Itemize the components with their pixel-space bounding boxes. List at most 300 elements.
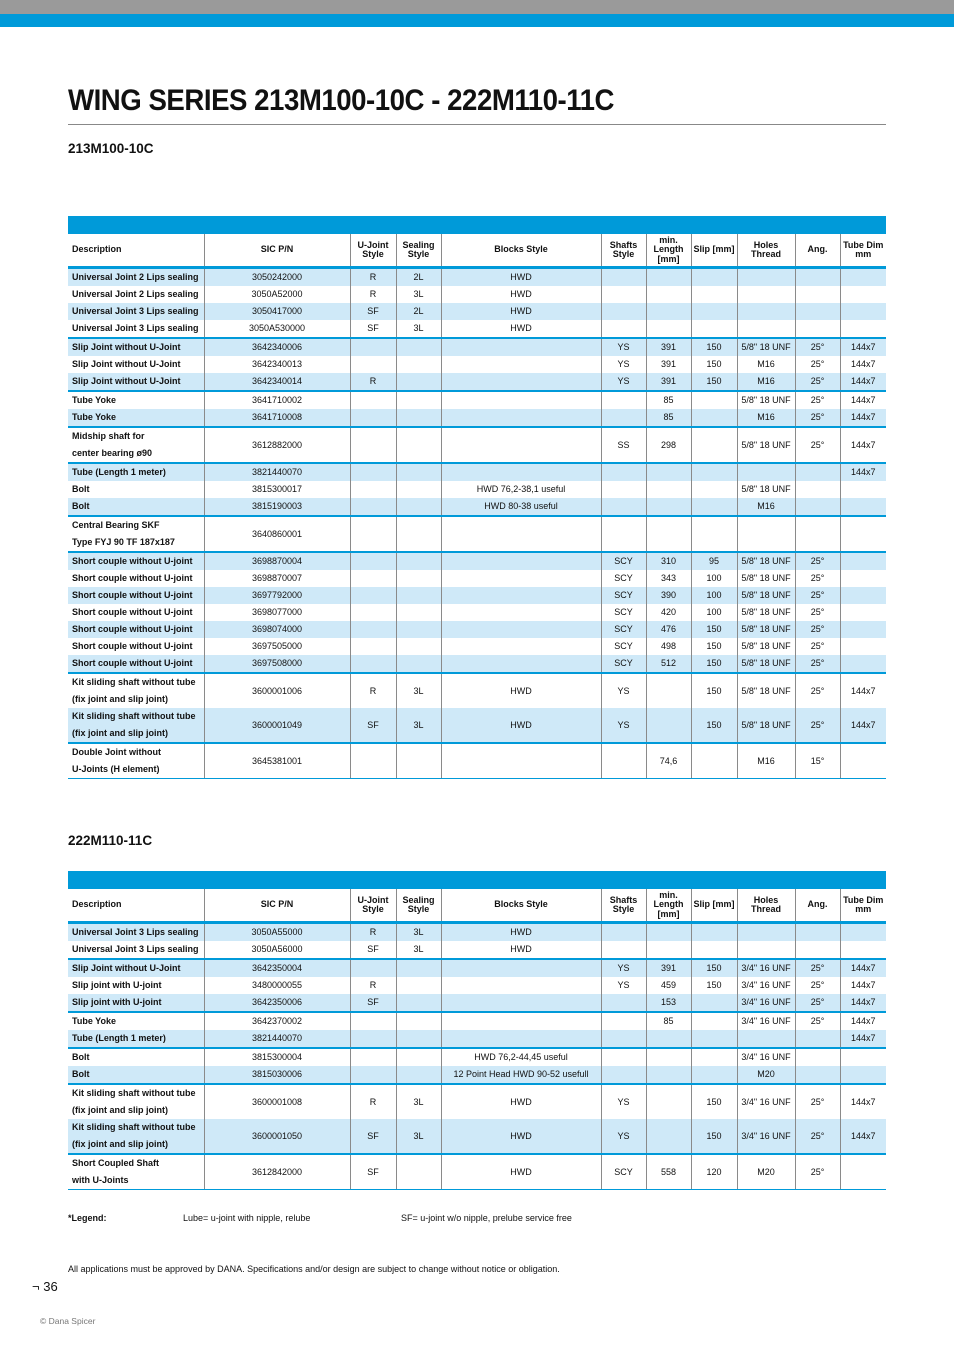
- table-cell: [691, 286, 737, 303]
- description-line: with U-Joints: [72, 1175, 129, 1185]
- row-description: [68, 481, 204, 498]
- column-header: U-Joint Style: [350, 234, 396, 268]
- table-cell: [737, 516, 795, 552]
- table-cell: [396, 373, 441, 391]
- table-cell: 3L: [396, 286, 441, 303]
- table-cell: [350, 1012, 396, 1030]
- table-cell: 150: [691, 1084, 737, 1119]
- table-cell: 144x7: [840, 427, 886, 463]
- row-description: [68, 743, 204, 779]
- table-cell: [691, 481, 737, 498]
- table-cell: 25°: [795, 673, 840, 708]
- table-row: [68, 391, 886, 409]
- table-cell: [646, 286, 691, 303]
- row-description: [68, 1119, 204, 1154]
- table-cell: [350, 498, 396, 516]
- table-cell: 25°: [795, 1012, 840, 1030]
- table-cell: 390: [646, 587, 691, 604]
- table-cell: [840, 941, 886, 959]
- table-cell: 25°: [795, 621, 840, 638]
- table-cell: YS: [601, 977, 646, 994]
- table-cell: [840, 303, 886, 320]
- row-description: [68, 552, 204, 570]
- column-header: Holes Thread: [737, 234, 795, 268]
- table-cell: 144x7: [840, 1012, 886, 1030]
- table-row: [68, 959, 886, 977]
- table-cell: [691, 941, 737, 959]
- table-cell: 25°: [795, 356, 840, 373]
- table-cell: M20: [737, 1154, 795, 1190]
- table-cell: [350, 427, 396, 463]
- table-cell: [795, 941, 840, 959]
- table-cell: 85: [646, 409, 691, 427]
- table-cell: [441, 570, 601, 587]
- table-cell: [646, 923, 691, 942]
- description-line: Kit sliding shaft without tube: [72, 711, 196, 721]
- table-cell: 3815030006: [204, 1066, 350, 1084]
- table-cell: 3600001049: [204, 708, 350, 743]
- table-cell: 144x7: [840, 463, 886, 481]
- table-cell: 3642350006: [204, 994, 350, 1012]
- column-header: min. Length [mm]: [646, 889, 691, 923]
- table-cell: 5/8" 18 UNF: [737, 655, 795, 673]
- table-cell: [691, 303, 737, 320]
- column-header: U-Joint Style: [350, 889, 396, 923]
- table-cell: 5/8" 18 UNF: [737, 481, 795, 498]
- row-description: [68, 587, 204, 604]
- table-cell: [795, 463, 840, 481]
- table-cell: [691, 994, 737, 1012]
- table-cell: SF: [350, 708, 396, 743]
- table-cell: [691, 320, 737, 338]
- table-cell: [795, 1066, 840, 1084]
- table-row: [68, 1066, 886, 1084]
- table-cell: 85: [646, 391, 691, 409]
- table-cell: [795, 1030, 840, 1048]
- table-cell: [691, 409, 737, 427]
- legend-r-text: Lube= u-joint with nipple, relube: [183, 1213, 311, 1223]
- table-cell: 3815190003: [204, 498, 350, 516]
- table-cell: 3697508000: [204, 655, 350, 673]
- table-row: [68, 1048, 886, 1066]
- table-cell: 100: [691, 570, 737, 587]
- table-cell: 25°: [795, 977, 840, 994]
- table-cell: [441, 516, 601, 552]
- table-cell: [601, 286, 646, 303]
- table-cell: YS: [601, 708, 646, 743]
- table-row: [68, 320, 886, 338]
- table-cell: [601, 1030, 646, 1048]
- table-cell: 391: [646, 338, 691, 356]
- description-line: Universal Joint 3 Lips sealing: [72, 944, 199, 954]
- table-cell: 3698077000: [204, 604, 350, 621]
- table-cell: [441, 338, 601, 356]
- description-line: U-Joints (H element): [72, 764, 160, 774]
- table-cell: 5/8" 18 UNF: [737, 570, 795, 587]
- table-cell: [691, 1012, 737, 1030]
- table-cell: [840, 268, 886, 287]
- column-header: min. Length [mm]: [646, 234, 691, 268]
- table-cell: [396, 638, 441, 655]
- table-cell: 2L: [396, 268, 441, 287]
- row-description: [68, 516, 204, 552]
- table-cell: [601, 743, 646, 779]
- table-cell: 3697792000: [204, 587, 350, 604]
- table-213m100-10c: [68, 216, 886, 779]
- top-band-grey: [0, 0, 954, 14]
- table-cell: [396, 604, 441, 621]
- table-row: [68, 1154, 886, 1190]
- description-line: Slip Joint without U-Joint: [72, 963, 181, 973]
- table-cell: 3/4" 16 UNF: [737, 994, 795, 1012]
- description-line: Slip Joint without U-Joint: [72, 376, 181, 386]
- table-cell: 25°: [795, 338, 840, 356]
- table-cell: 144x7: [840, 708, 886, 743]
- page-title: WING SERIES 213M100-10C - 222M110-11C: [68, 84, 614, 117]
- table-cell: [441, 959, 601, 977]
- table-cell: [396, 1066, 441, 1084]
- table-cell: [601, 409, 646, 427]
- table-cell: 3642350004: [204, 959, 350, 977]
- table-cell: [601, 268, 646, 287]
- table-cell: [396, 570, 441, 587]
- table-cell: 15°: [795, 743, 840, 779]
- description-line: Tube Yoke: [72, 412, 117, 422]
- table-cell: 3642340014: [204, 373, 350, 391]
- table-body: [68, 923, 886, 1190]
- table-cell: [601, 463, 646, 481]
- table-cell: [737, 286, 795, 303]
- table-cell: [396, 516, 441, 552]
- table-cell: 558: [646, 1154, 691, 1190]
- table-cell: 5/8" 18 UNF: [737, 604, 795, 621]
- table-cell: 3/4" 16 UNF: [737, 1048, 795, 1066]
- table-cell: 12 Point Head HWD 90-52 usefull: [441, 1066, 601, 1084]
- table-cell: [441, 743, 601, 779]
- table-cell: HWD: [441, 320, 601, 338]
- table-cell: SS: [601, 427, 646, 463]
- table-cell: 3640860001: [204, 516, 350, 552]
- table-cell: [691, 1048, 737, 1066]
- table-cell: 3698074000: [204, 621, 350, 638]
- column-header: Tube Dim mm: [840, 234, 886, 268]
- table-cell: 3050A55000: [204, 923, 350, 942]
- table-cell: R: [350, 268, 396, 287]
- description-line: (fix joint and slip joint): [72, 728, 168, 738]
- table-row: [68, 481, 886, 498]
- table-cell: [441, 638, 601, 655]
- table-cell: 25°: [795, 1084, 840, 1119]
- table-cell: [646, 320, 691, 338]
- table-cell: [350, 655, 396, 673]
- table-cell: 3645381001: [204, 743, 350, 779]
- table-cell: R: [350, 1084, 396, 1119]
- description-line: Kit sliding shaft without tube: [72, 677, 196, 687]
- table-body: [68, 268, 886, 779]
- table-cell: [795, 286, 840, 303]
- table-row: [68, 373, 886, 391]
- table-cell: HWD 76,2-38,1 useful: [441, 481, 601, 498]
- table-cell: 144x7: [840, 391, 886, 409]
- table-cell: 25°: [795, 1119, 840, 1154]
- table-cell: [737, 1030, 795, 1048]
- table-cell: 25°: [795, 587, 840, 604]
- description-line: (fix joint and slip joint): [72, 694, 168, 704]
- table-cell: [646, 1048, 691, 1066]
- table-cell: [441, 356, 601, 373]
- table-cell: [441, 1012, 601, 1030]
- table-cell: R: [350, 286, 396, 303]
- table-cell: [601, 923, 646, 942]
- table-row: [68, 941, 886, 959]
- table-cell: 476: [646, 621, 691, 638]
- table-cell: [396, 1154, 441, 1190]
- column-header: Shafts Style: [601, 889, 646, 923]
- table-cell: 310: [646, 552, 691, 570]
- table-row: [68, 621, 886, 638]
- description-line: Short couple without U-joint: [72, 590, 193, 600]
- row-description: [68, 320, 204, 338]
- table-cell: [601, 391, 646, 409]
- table-cell: HWD: [441, 1084, 601, 1119]
- table-cell: 25°: [795, 373, 840, 391]
- table-cell: [795, 320, 840, 338]
- table-cell: [646, 941, 691, 959]
- table-cell: [795, 268, 840, 287]
- table-row: [68, 604, 886, 621]
- row-description: [68, 923, 204, 942]
- table-cell: 144x7: [850, 980, 876, 990]
- table-cell: 150: [691, 959, 737, 977]
- table-cell: [350, 409, 396, 427]
- column-header: SIC P/N: [204, 889, 350, 923]
- row-description: [68, 391, 204, 409]
- table-cell: 5/8" 18 UNF: [737, 638, 795, 655]
- description-line: Slip joint with U-joint: [72, 980, 162, 990]
- row-description: [68, 941, 204, 959]
- table-cell: [840, 1048, 886, 1066]
- table-cell: [646, 516, 691, 552]
- table-cell: 144x7: [840, 994, 886, 1012]
- table-cell: [601, 1048, 646, 1066]
- table-cell: [795, 1048, 840, 1066]
- table-cell: YS: [601, 959, 646, 977]
- table-cell: [840, 481, 886, 498]
- table-cell: [350, 391, 396, 409]
- table-cell: [441, 977, 601, 994]
- table-cell: [691, 1030, 737, 1048]
- table-cell: [350, 463, 396, 481]
- table-cell: 3/4" 16 UNF: [737, 1012, 795, 1030]
- table-cell: M16: [737, 356, 795, 373]
- table-cell: 25°: [795, 994, 840, 1012]
- table-cell: [441, 409, 601, 427]
- table-cell: 3L: [396, 1084, 441, 1119]
- table-band: [68, 216, 886, 234]
- table-cell: 3642340013: [204, 356, 350, 373]
- description-line: Bolt: [72, 1052, 90, 1062]
- page-number: [32, 1279, 58, 1294]
- table-cell: 150: [691, 977, 737, 994]
- table-cell: HWD: [441, 286, 601, 303]
- description-line: Bolt: [72, 501, 90, 511]
- row-description: [68, 268, 204, 287]
- column-header: Description: [68, 234, 204, 268]
- table-cell: HWD: [441, 923, 601, 942]
- table-cell: 5/8" 18 UNF: [737, 587, 795, 604]
- table-row: [68, 516, 886, 552]
- row-description: [68, 959, 204, 977]
- table-cell: 3821440070: [204, 463, 350, 481]
- top-band-blue: [0, 14, 954, 27]
- table-row: [68, 427, 886, 463]
- table-cell: 144x7: [840, 338, 886, 356]
- table-cell: [441, 994, 601, 1012]
- table-cell: 3480000055: [204, 977, 350, 994]
- table-cell: 512: [646, 655, 691, 673]
- table-cell: [646, 498, 691, 516]
- description-line: Tube (Length 1 meter): [72, 467, 166, 477]
- table-cell: [795, 481, 840, 498]
- table-cell: [350, 743, 396, 779]
- table-row: [68, 356, 886, 373]
- description-line: Tube Yoke: [72, 1016, 117, 1026]
- table-cell: [840, 923, 886, 942]
- table-cell: 144x7: [840, 409, 886, 427]
- table-cell: [396, 498, 441, 516]
- table-cell: [601, 481, 646, 498]
- table-cell: SCY: [601, 587, 646, 604]
- table-cell: [441, 1030, 601, 1048]
- table-cell: [840, 320, 886, 338]
- table-cell: 3642340006: [204, 338, 350, 356]
- row-description: [68, 1084, 204, 1119]
- row-description: [68, 427, 204, 463]
- table-cell: [646, 673, 691, 708]
- description-line: Double Joint without: [72, 747, 161, 757]
- row-description: [68, 303, 204, 320]
- table-cell: 3815300017: [204, 481, 350, 498]
- column-header: Sealing Style: [396, 234, 441, 268]
- table-cell: [601, 498, 646, 516]
- table-cell: [840, 286, 886, 303]
- table-cell: 5/8" 18 UNF: [737, 621, 795, 638]
- row-description: [68, 1012, 204, 1030]
- description-line: Kit sliding shaft without tube: [72, 1122, 196, 1132]
- column-header: Blocks Style: [441, 234, 601, 268]
- row-description: [68, 286, 204, 303]
- table-cell: 5/8" 18 UNF: [737, 552, 795, 570]
- table-cell: [396, 743, 441, 779]
- table-cell: HWD 80-38 useful: [441, 498, 601, 516]
- row-description: [68, 1154, 204, 1190]
- table-cell: 298: [646, 427, 691, 463]
- table-cell: 3050417000: [204, 303, 350, 320]
- table-cell: 3L: [396, 923, 441, 942]
- table-row: [68, 338, 886, 356]
- table-cell: SF: [350, 303, 396, 320]
- column-header: Ang.: [795, 234, 840, 268]
- table-cell: YS: [601, 356, 646, 373]
- column-header: Slip [mm]: [691, 889, 737, 923]
- table-cell: [350, 1030, 396, 1048]
- table-cell: HWD 76,2-44,45 useful: [441, 1048, 601, 1066]
- table-cell: 150: [691, 373, 737, 391]
- page-number-value: 36: [43, 1279, 58, 1294]
- table-cell: 3L: [396, 941, 441, 959]
- table-cell: M16: [737, 409, 795, 427]
- table-row: [68, 268, 886, 287]
- table-cell: SCY: [601, 655, 646, 673]
- description-line: Universal Joint 3 Lips sealing: [72, 306, 199, 316]
- table-cell: HWD: [441, 303, 601, 320]
- table-row: [68, 994, 886, 1012]
- table-cell: 391: [646, 959, 691, 977]
- table-cell: 144x7: [840, 373, 886, 391]
- table-cell: 153: [646, 994, 691, 1012]
- table-cell: R: [350, 923, 396, 942]
- table-cell: YS: [601, 373, 646, 391]
- table-cell: [691, 923, 737, 942]
- description-line: Short couple without U-joint: [72, 658, 193, 668]
- table-cell: 5/8" 18 UNF: [737, 391, 795, 409]
- table-cell: 3612842000: [204, 1154, 350, 1190]
- table-cell: [396, 1048, 441, 1066]
- table-cell: [601, 941, 646, 959]
- table-cell: 25°: [795, 427, 840, 463]
- row-description: [68, 621, 204, 638]
- row-description: [68, 1048, 204, 1066]
- table-cell: [350, 481, 396, 498]
- table-cell: [396, 552, 441, 570]
- table-cell: 150: [691, 1119, 737, 1154]
- table-cell: [840, 743, 886, 779]
- table-cell: M16: [737, 373, 795, 391]
- table-cell: [441, 391, 601, 409]
- table-cell: 3612882000: [204, 427, 350, 463]
- table-cell: 5/8" 18 UNF: [737, 427, 795, 463]
- table-cell: 3/4" 16 UNF: [737, 1119, 795, 1154]
- column-header: Description: [68, 889, 204, 923]
- table-cell: 85: [646, 1012, 691, 1030]
- table-cell: 100: [691, 587, 737, 604]
- legend-sf-text: SF= u-joint w/o nipple, prelube service free: [401, 1213, 572, 1223]
- table-cell: M16: [737, 743, 795, 779]
- table-cell: [737, 923, 795, 942]
- row-description: [68, 638, 204, 655]
- table-cell: 100: [691, 604, 737, 621]
- table-cell: [737, 268, 795, 287]
- table-cell: 3600001006: [204, 673, 350, 708]
- table-cell: 3/4" 16 UNF: [737, 977, 795, 994]
- table-cell: [441, 587, 601, 604]
- table-cell: 25°: [795, 1154, 840, 1190]
- table-cell: SCY: [601, 570, 646, 587]
- table-cell: [691, 1066, 737, 1084]
- table-cell: [350, 1048, 396, 1066]
- table-cell: SF: [350, 994, 396, 1012]
- table-cell: 5/8" 18 UNF: [737, 673, 795, 708]
- table-cell: [646, 268, 691, 287]
- row-description: [68, 655, 204, 673]
- corner-mark: ¬: [32, 1279, 40, 1294]
- table-cell: [795, 303, 840, 320]
- table-cell: [795, 516, 840, 552]
- column-header: Ang.: [795, 889, 840, 923]
- table-cell: [691, 463, 737, 481]
- table-row: [68, 552, 886, 570]
- description-line: Midship shaft for: [72, 431, 145, 441]
